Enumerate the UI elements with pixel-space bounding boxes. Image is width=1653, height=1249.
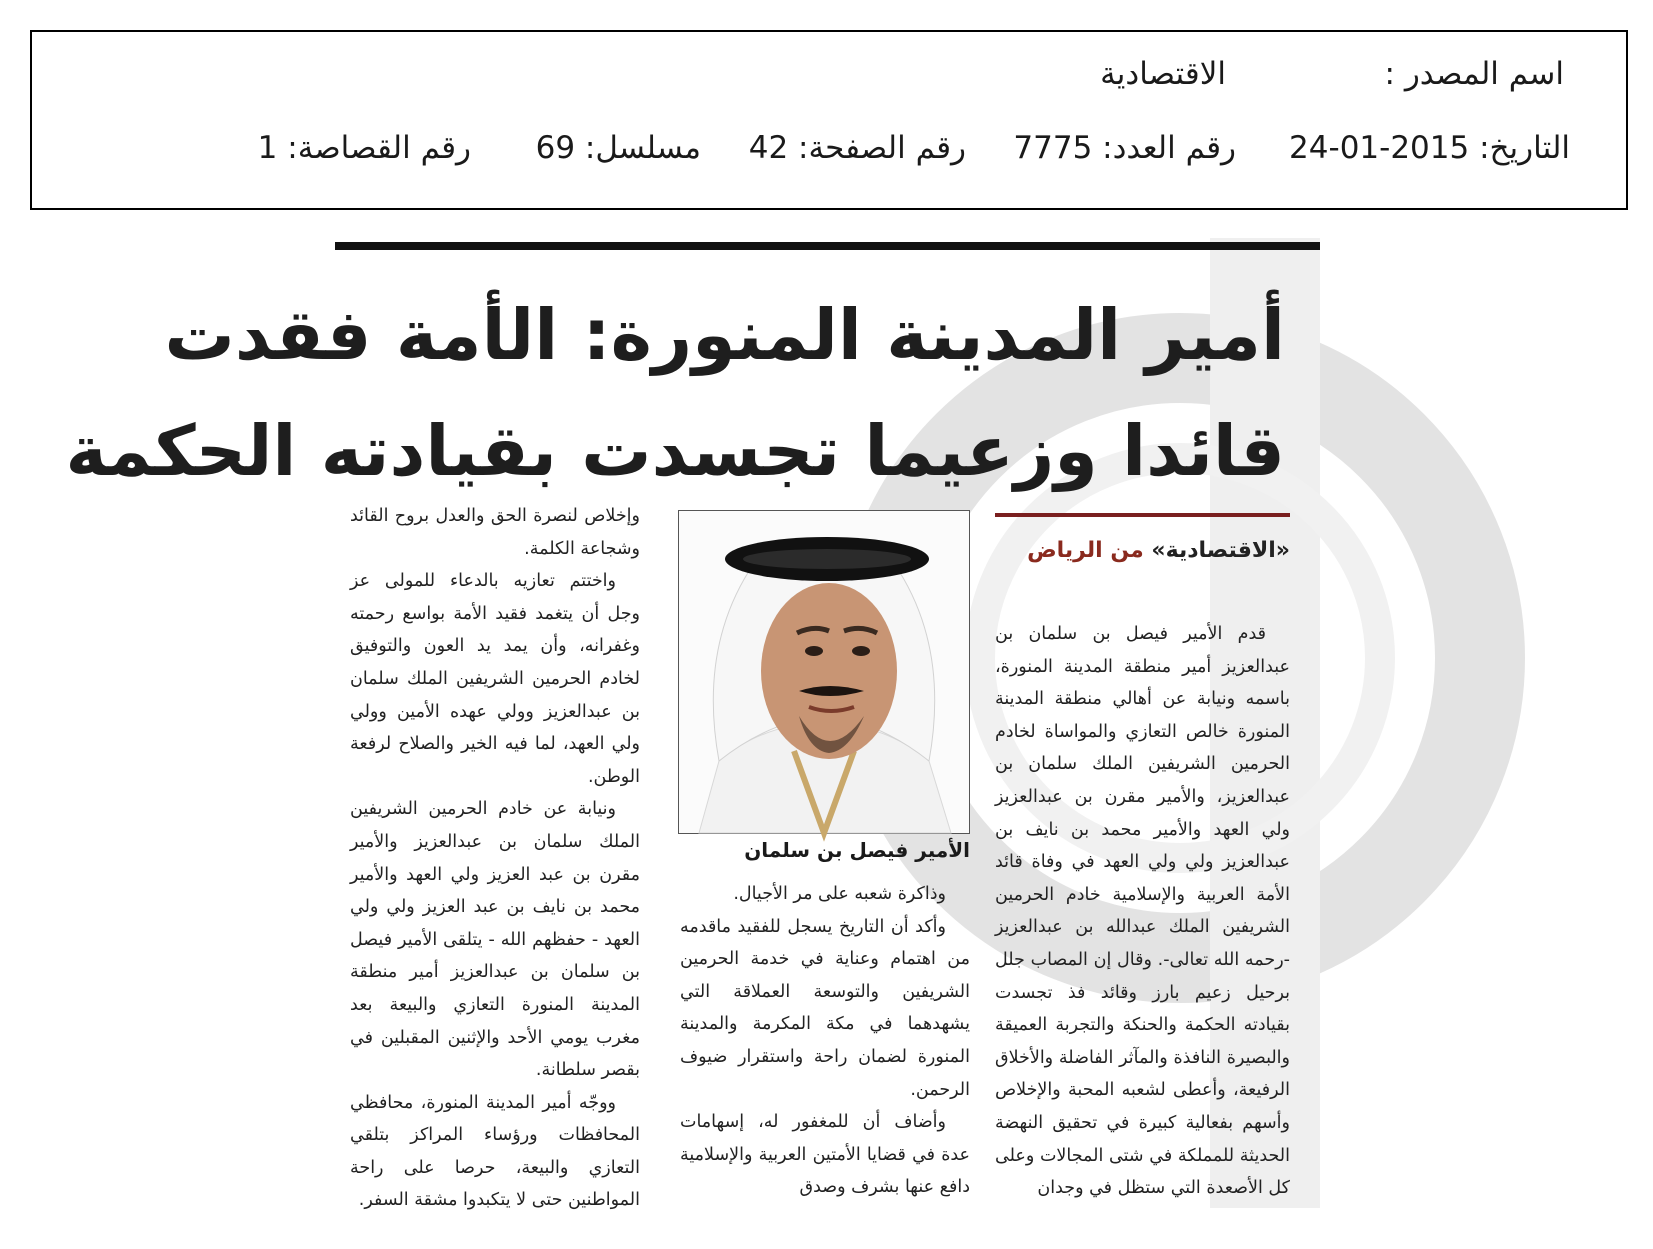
paragraph: واختتم تعازيه بالدعاء للمولى عز وجل أن يتغمد فقيد الأمة بواسع رحمته وغفرانه، وأن يمد يد العون والتوفيق لخادم الحرمين الشريفين الملك سلمان بن عبدالعزيز وولي عهده الأمين وولي ولي العهد، لما فيه الخير والصلاح لرفعة الوطن.	[350, 571, 640, 787]
byline-location: من الرياض	[1027, 538, 1144, 563]
clip-number-field: رقم القصاصة: 1	[257, 130, 471, 166]
headline-line-1: أمير المدينة المنورة: الأمة فقدت	[164, 294, 1285, 376]
byline-source: «الاقتصادية»	[1151, 538, 1290, 563]
portrait-image	[679, 511, 969, 833]
paragraph: وأكد أن التاريخ يسجل للفقيد ماقدمه من اهتمام وعناية في خدمة الحرمين الشريفين والتوسعة العملاقة التي يشهدهما في مكة المكرمة والمدينة المنورة لضمان راحة واستقرار ضيوف الرحمن.	[680, 916, 970, 1100]
article-column-middle	[680, 878, 970, 1204]
paragraph: وإخلاص لنصرة الحق والعدل بروح القائد وشجاعة الكلمة.	[350, 506, 640, 559]
byline	[995, 538, 1290, 563]
byline-rule	[995, 513, 1290, 517]
article-column-left	[350, 500, 640, 1217]
article-column-right	[995, 618, 1290, 1205]
photo-caption: الأمير فيصل بن سلمان	[744, 838, 970, 862]
newspaper-clipping	[65, 238, 1320, 1228]
serial-field: مسلسل: 69	[535, 130, 701, 166]
paragraph: ووجّه أمير المدينة المنورة، محافظي المحافظات ورؤساء المراكز بتلقي التعازي والبيعة، حرصا على راحة المواطنين حتى لا يتكبدوا مشقة السفر.	[350, 1092, 640, 1211]
publication-details-row	[32, 128, 1626, 168]
portrait-photo	[678, 510, 970, 834]
source-label: اسم المصدر :	[1384, 56, 1564, 92]
source-value: الاقتصادية	[1100, 56, 1226, 92]
top-rule	[335, 242, 1320, 250]
source-row	[32, 54, 1626, 94]
headline-line-2: قائدا وزعيما تجسدت بقيادته الحكمة	[65, 410, 1285, 492]
paragraph: ونيابة عن خادم الحرمين الشريفين الملك سلمان بن عبدالعزيز والأمير مقرن بن عبد العزيز ولي العهد والأمير محمد بن نايف بن عبد العزيز ولي ولي العهد - حفظهم الله - يتلقى الأمير فيصل بن سلمان بن عبدالعزيز أمير منطقة المدينة المنورة التعازي والبيعة بعد مغرب يومي الأحد والإثنين المقبلين في بقصر سلطانة.	[350, 799, 640, 1081]
page-number-field: رقم الصفحة: 42	[748, 130, 966, 166]
metadata-box	[30, 30, 1628, 210]
paragraph: وذاكرة شعبه على مر الأجيال.	[733, 884, 946, 904]
paragraph: وأضاف أن للمغفور له، إسهامات عدة في قضايا الأمتين العربية والإسلامية دافع عنها بشرف وصدق	[680, 1112, 970, 1198]
issue-number-field: رقم العدد: 7775	[1013, 130, 1236, 166]
paragraph: قدم الأمير فيصل بن سلمان بن عبدالعزيز أمير منطقة المدينة المنورة، باسمه ونيابة عن أهالي منطقة المدينة المنورة خالص التعازي والمواساة لخادم الحرمين الشريفين الملك سلمان بن عبدالعزيز، والأمير مقرن بن عبدالعزيز ولي العهد والأمير محمد بن نايف بن عبدالعزيز ولي ولي العهد في وفاة قائد الأمة العربية والإسلامية خادم الحرمين الشريفين الملك عبدالله بن عبدالعزيز -رحمه الله تعالى-. وقال إن المصاب جلل برحيل زعيم بارز وقائد فذ تجسدت بقيادته الحكمة والحنكة والتجربة العميقة والبصيرة النافذة والمآثر الفاضلة والأخلاق الرفيعة، وأعطى لشعبه المحبة والإخلاص وأسهم بفعالية كبيرة في تحقيق النهضة الحديثة للمملكة في شتى المجالات وعلى كل الأصعدة التي ستظل في وجدان	[995, 624, 1290, 1199]
date-field: التاريخ: 2015-01-24	[1289, 130, 1570, 166]
